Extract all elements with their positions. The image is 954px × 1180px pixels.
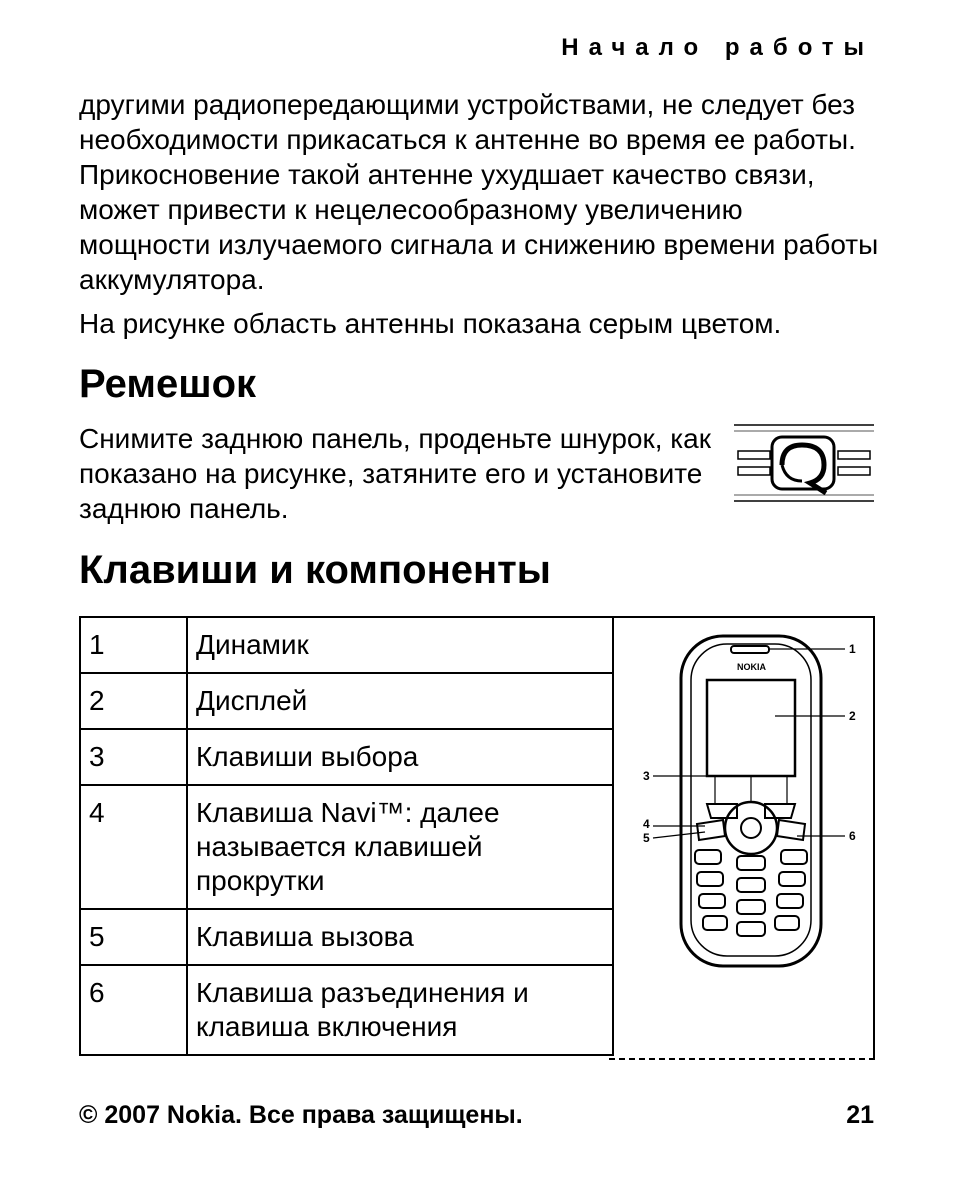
keys-heading: Клавиши и компоненты [79, 548, 551, 592]
table-row [80, 965, 613, 1055]
page-number: 21 [846, 1101, 874, 1129]
strap-illustration [734, 421, 874, 505]
callout-label: 1 [849, 642, 856, 656]
part-number: 5 [80, 909, 187, 965]
brand-text: NOKIA [737, 662, 766, 672]
phone-diagram [609, 618, 871, 1058]
part-number: 2 [80, 673, 187, 729]
antenna-paragraph: другими радиопередающими устройствами, не следует без необходимости прикасаться к антенне во время ее работы. Прикосновение такой антенне ухудшает качество связи, может привести к нецелесообразному увеличению мощности излучаемого сигнала и снижению времени работы аккумулятора. [79, 89, 879, 295]
table-row [80, 909, 613, 965]
strap-paragraph: Снимите заднюю панель, проденьте шнурок, как показано на рисунке, затяните его и установите заднюю панель. [79, 423, 711, 524]
part-number: 1 [80, 617, 187, 673]
table-row [80, 617, 613, 673]
table-row [80, 785, 613, 909]
part-number: 4 [80, 785, 187, 909]
callout-label: 5 [643, 831, 650, 845]
part-number: 6 [80, 965, 187, 1055]
part-label: Клавиша разъединения и клавиша включения [187, 965, 613, 1055]
callout-label: 6 [849, 829, 856, 843]
parts-table [79, 616, 614, 1056]
table-row [80, 673, 613, 729]
copyright: © 2007 Nokia. Все права защищены. [79, 1101, 523, 1129]
part-label: Динамик [187, 617, 613, 673]
running-head: Начало работы [561, 34, 874, 61]
part-label: Клавиши выбора [187, 729, 613, 785]
table-row [80, 729, 613, 785]
part-number: 3 [80, 729, 187, 785]
phone-diagram-panel [609, 616, 875, 1060]
strap-heading: Ремешок [79, 362, 257, 406]
part-label: Дисплей [187, 673, 613, 729]
callout-label: 3 [643, 769, 650, 783]
part-label: Клавиша вызова [187, 909, 613, 965]
antenna-area-paragraph: На рисунке область антенны показана серым цветом. [79, 308, 782, 339]
callout-label: 4 [643, 817, 650, 831]
callout-label: 2 [849, 709, 856, 723]
part-label: Клавиша Navi™: далее называется клавишей прокрутки [187, 785, 613, 909]
